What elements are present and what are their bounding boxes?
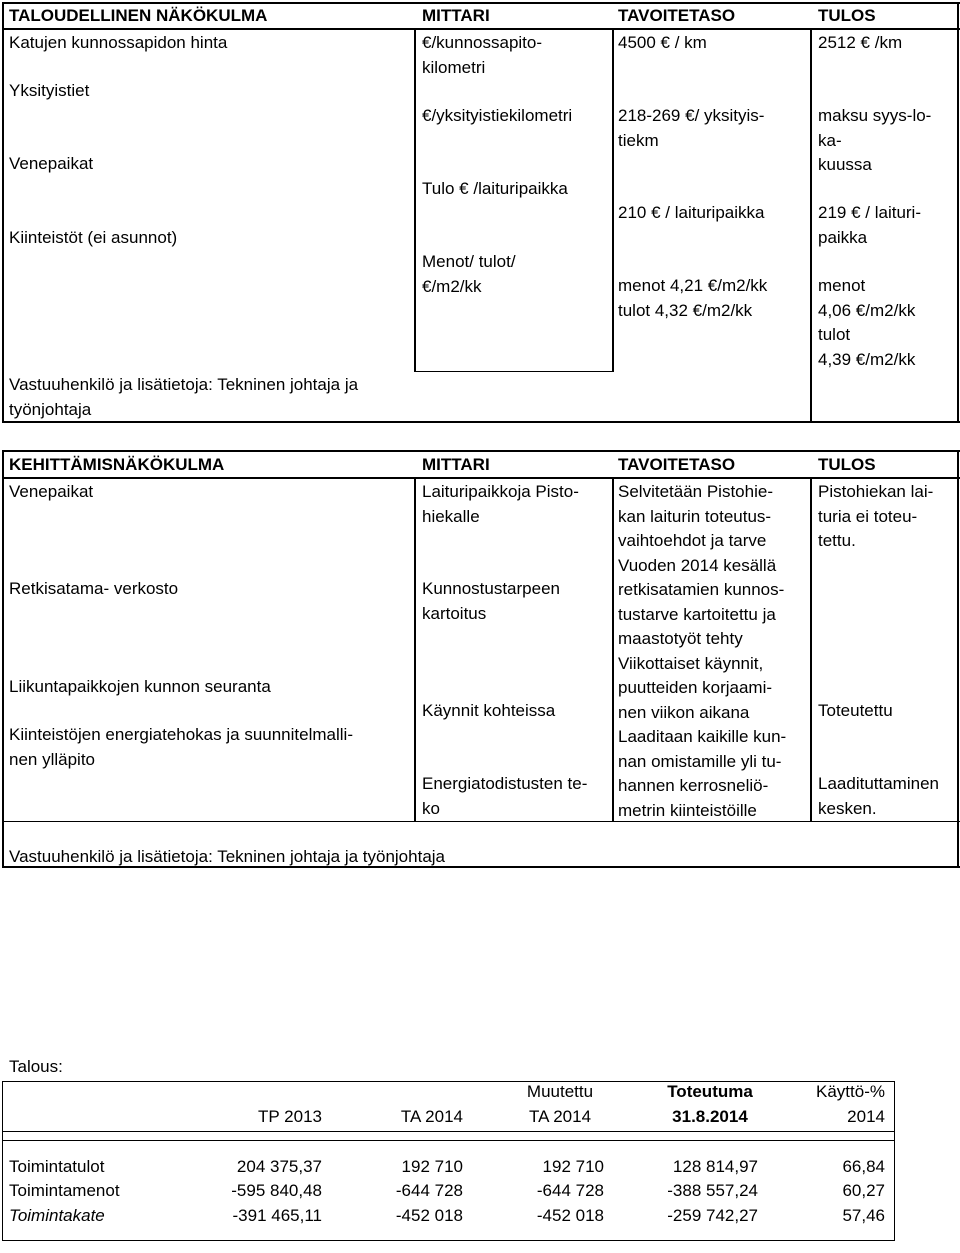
row-label-operating-margin: Toimintakate: [9, 1206, 105, 1225]
cell-value: 57,46: [842, 1206, 885, 1225]
header-economic-perspective: TALOUDELLINEN NÄKÖKULMA: [9, 6, 268, 25]
col-header-tp2013: TP 2013: [258, 1107, 322, 1126]
metric-per-private-km: €/yksityistiekilometri: [422, 106, 573, 125]
target-berth: 210 € / laituripaikka: [618, 203, 765, 222]
cell-value: 128 814,97: [672, 1157, 758, 1176]
cell-value: -644 728: [536, 1181, 604, 1200]
cell-value: -452 018: [395, 1206, 463, 1225]
header-development-perspective: KEHITTÄMISNÄKÖKULMA: [9, 455, 225, 474]
target-per-km: 4500 € / km: [618, 33, 707, 52]
cell-value: -388 557,24: [667, 1181, 758, 1200]
dev-metric-berths: Laituripaikkoja Pisto- hiekalle: [422, 482, 579, 526]
col-header-usage-percent: Käyttö-% 2014: [816, 1082, 885, 1126]
target-private-roads: 218-269 €/ yksityis- tiekm: [618, 106, 765, 150]
item-private-roads: Yksityistiet: [9, 81, 90, 100]
dev-item-sports-facilities: Liikuntapaikkojen kunnon seuranta: [9, 677, 271, 696]
row-label-operating-income: Toimintatulot: [9, 1157, 105, 1176]
metric-per-km: €/kunnossapito- kilometri: [422, 33, 543, 77]
result-private-roads: maksu syys-lo- ka- kuussa: [818, 106, 932, 174]
item-properties: Kiinteistöt (ei asunnot): [9, 228, 178, 247]
responsible-person-note: Vastuuhenkilö ja lisätietoja: Tekninen johtaja ja työnjohtaja: [9, 375, 359, 419]
dev-result-visits: Toteutettu: [818, 701, 893, 720]
col-header-modified-ta2014: Muutettu TA 2014: [526, 1082, 594, 1126]
header-metric: MITTARI: [422, 6, 490, 25]
cell-value: 192 710: [401, 1157, 463, 1176]
dev-item-boat-places: Venepaikat: [9, 482, 94, 501]
cell-value: -259 742,27: [667, 1206, 758, 1225]
dev-metric-site-visits: Käynnit kohteissa: [422, 701, 556, 720]
row-label-operating-expenses: Toimintamenot: [9, 1181, 120, 1200]
dev-metric-repair-survey: Kunnostustarpeen kartoitus: [422, 579, 560, 623]
col-header-actual: Toteutuma 31.8.2014: [667, 1082, 753, 1126]
dev-result-energy: Laadituttaminen kesken.: [818, 774, 939, 818]
target-expenses-income: menot 4,21 €/m2/kk tulot 4,32 €/m2/kk: [618, 276, 768, 320]
dev-item-harbour-network: Retkisatama- verkosto: [9, 579, 179, 598]
header-target-level-2: TAVOITETASO: [618, 455, 736, 474]
item-street-maintenance: Katujen kunnossapidon hinta: [9, 33, 228, 52]
responsible-person-note-2: Vastuuhenkilö ja lisätietoja: Tekninen johtaja ja työnjohtaja: [9, 847, 445, 866]
dev-metric-energy-certificates: Energiatodistusten te- ko: [422, 774, 588, 818]
cell-value: -391 465,11: [232, 1206, 322, 1225]
cell-value: 192 710: [542, 1157, 604, 1176]
dev-result-berths: Pistohiekan lai- turia ei toteu- tettu.: [818, 482, 934, 550]
header-result: TULOS: [818, 6, 876, 25]
item-boat-places: Venepaikat: [9, 154, 94, 173]
cell-value: 204 375,37: [236, 1157, 322, 1176]
finance-title: Talous:: [9, 1057, 63, 1076]
result-berth: 219 € / laituri- paikka: [818, 203, 921, 247]
col-header-ta2014: TA 2014: [400, 1107, 463, 1126]
cell-value: -644 728: [395, 1181, 463, 1200]
header-metric-2: MITTARI: [422, 455, 490, 474]
dev-item-energy-maintenance: Kiinteistöjen energiatehokas ja suunnitelmalli- nen ylläpito: [9, 725, 353, 769]
metric-income-per-berth: Tulo € /laituripaikka: [422, 179, 568, 198]
cell-value: 60,27: [842, 1181, 885, 1200]
result-expenses-income: menot 4,06 €/m2/kk tulot 4,39 €/m2/kk: [818, 276, 916, 369]
header-result-2: TULOS: [818, 455, 876, 474]
cell-value: -595 840,48: [231, 1181, 322, 1200]
cell-value: -452 018: [536, 1206, 604, 1225]
result-per-km: 2512 € /km: [818, 33, 903, 52]
metric-expenses-income: Menot/ tulot/ €/m2/kk: [422, 252, 516, 296]
dev-targets-text: Selvitetään Pistohie- kan laiturin toteutus- vaihtoehdot ja tarve Vuoden 2014 kesällä retkisatamien kunnos- tustarve kartoitettu ja maastotyöt tehty Viikottaiset käynnit, puutteiden korjaami- nen viikon aikana Laaditaan kaikille kun- nan omistamille yli tu- hannen kerrosneliö- metrin kiinteistöille: [618, 482, 787, 820]
cell-value: 66,84: [842, 1157, 885, 1176]
header-target-level: TAVOITETASO: [618, 6, 736, 25]
